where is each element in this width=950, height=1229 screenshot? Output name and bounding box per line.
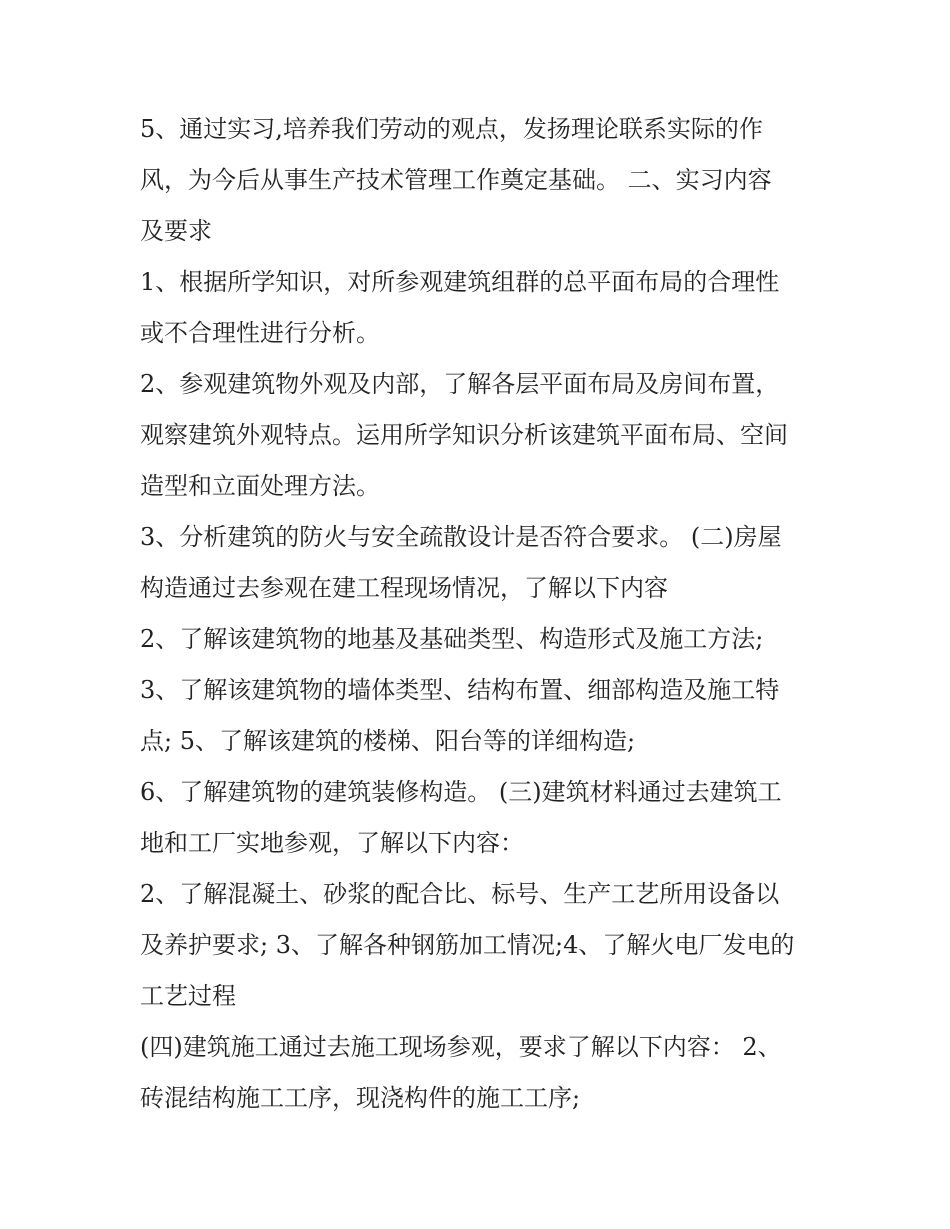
text-line: 造型和立面处理方法。 xyxy=(140,472,380,500)
text-line: 2、了解混凝土、砂浆的配合比、标号、生产工艺所用设备以 xyxy=(140,880,780,908)
text-line: 工艺过程 xyxy=(140,982,236,1010)
text-line: (四)建筑施工通过去施工现场参观，要求了解以下内容： 2、 xyxy=(140,1033,782,1061)
text-line: 1、根据所学知识，对所参观建筑组群的总平面布局的合理性 xyxy=(140,268,780,296)
document-body xyxy=(140,104,820,1124)
text-line: 及养护要求; 3、了解各种钢筋加工情况;4、了解火电厂发电的 xyxy=(140,931,795,959)
text-line: 3、分析建筑的防火与安全疏散设计是否符合要求。 (二)房屋 xyxy=(140,523,782,551)
text-line: 点; 5、了解该建筑的楼梯、阳台等的详细构造; xyxy=(140,727,636,755)
text-line: 砖混结构施工工序，现浇构件的施工工序; xyxy=(140,1084,581,1112)
text-line: 地和工厂实地参观，了解以下内容： xyxy=(140,829,524,857)
text-line: 构造通过去参观在建工程现场情况，了解以下内容 xyxy=(140,574,668,602)
text-line: 风，为今后从事生产技术管理工作奠定基础。 二、实习内容 xyxy=(140,166,772,194)
text-line: 2、了解该建筑物的地基及基础类型、构造形式及施工方法; xyxy=(140,625,764,653)
text-line: 5、通过实习,培养我们劳动的观点，发扬理论联系实际的作 xyxy=(140,115,763,143)
text-line: 2、参观建筑物外观及内部，了解各层平面布局及房间布置， xyxy=(140,370,780,398)
text-line: 观察建筑外观特点。运用所学知识分析该建筑平面布局、空间 xyxy=(140,421,788,449)
text-line: 或不合理性进行分析。 xyxy=(140,319,380,347)
text-line: 6、了解建筑物的建筑装修构造。 (三)建筑材料通过去建筑工 xyxy=(140,778,782,806)
text-line: 3、了解该建筑物的墙体类型、结构布置、细部构造及施工特 xyxy=(140,676,780,704)
text-line: 及要求 xyxy=(140,217,212,245)
